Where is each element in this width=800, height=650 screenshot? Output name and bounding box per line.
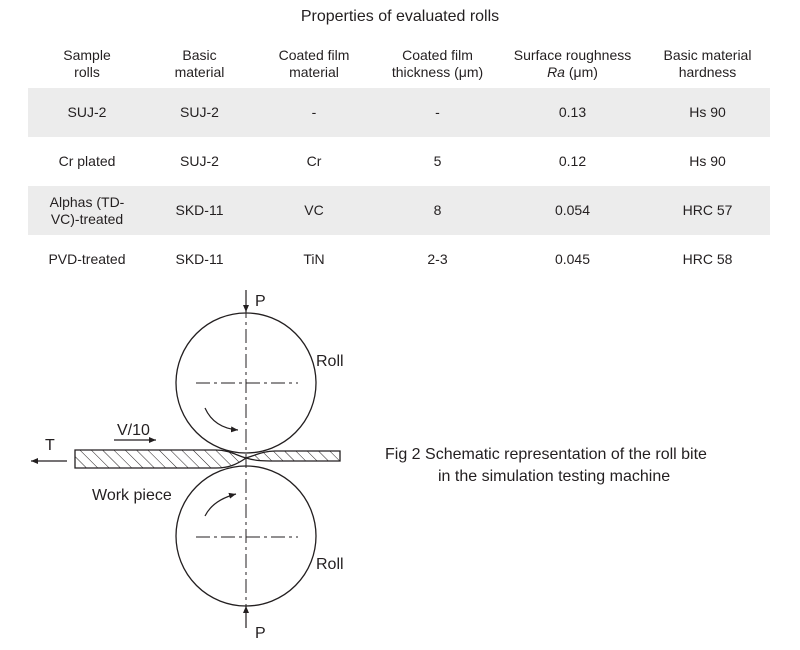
cell-surface-roughness: 0.13 bbox=[500, 88, 645, 137]
cell-sample: SUJ-2 bbox=[28, 88, 146, 137]
cell-coated-film-material: TiN bbox=[303, 251, 325, 267]
table-row bbox=[28, 186, 770, 235]
cell-hardness: Hs 90 bbox=[645, 88, 770, 137]
figure-caption-line-2: in the simulation testing machine bbox=[438, 468, 671, 485]
cell-surface-roughness: 0.045 bbox=[554, 251, 591, 267]
table-row bbox=[28, 137, 770, 186]
cell-hardness: HRC 58 bbox=[682, 251, 733, 267]
cell-coated-film-material: Cr bbox=[306, 153, 322, 169]
cell-coated-film-thickness: - bbox=[375, 88, 500, 137]
properties-table bbox=[28, 40, 770, 284]
header-coated-film-material: Coated film material bbox=[278, 47, 350, 80]
table-row bbox=[28, 88, 770, 137]
cell-coated-film-material: - bbox=[253, 88, 375, 137]
header-surface-roughness: Surface roughness Ra (μm) bbox=[513, 47, 632, 80]
label-roll-bottom: Roll bbox=[316, 556, 344, 573]
header-basic-material-hardness: Basic material hardness bbox=[663, 47, 752, 80]
cell-hardness: Hs 90 bbox=[689, 153, 726, 169]
figure-caption bbox=[385, 444, 707, 488]
cell-hardness: HRC 57 bbox=[645, 186, 770, 235]
cell-surface-roughness: 0.12 bbox=[558, 153, 587, 169]
cell-sample: PVD-treated bbox=[48, 251, 126, 267]
cell-coated-film-thickness: 8 bbox=[375, 186, 500, 235]
header-basic-material: Basic material bbox=[174, 47, 225, 80]
table-title: Properties of evaluated rolls bbox=[300, 8, 500, 25]
cell-sample: Cr plated bbox=[58, 153, 116, 169]
cell-basic-material: SKD-11 bbox=[175, 251, 224, 267]
cell-coated-film-material: VC bbox=[253, 186, 375, 235]
cell-surface-roughness: 0.054 bbox=[500, 186, 645, 235]
label-p-top: P bbox=[255, 293, 266, 310]
label-tension: T bbox=[45, 437, 55, 454]
work-piece bbox=[75, 450, 340, 468]
label-velocity: V/10 bbox=[117, 422, 150, 439]
label-p-bottom: P bbox=[255, 625, 266, 642]
cell-coated-film-thickness: 5 bbox=[433, 153, 442, 169]
figure-caption-line-1: Fig 2 Schematic representation of the roll bite bbox=[385, 446, 707, 463]
cell-basic-material: SKD-11 bbox=[146, 186, 253, 235]
label-work-piece: Work piece bbox=[92, 487, 172, 504]
header-sample-rolls: Sample rolls bbox=[63, 47, 111, 80]
label-roll-top: Roll bbox=[316, 353, 344, 370]
cell-sample: Alphas (TD- VC)-treated bbox=[28, 186, 146, 235]
table-header-row bbox=[28, 40, 770, 88]
cell-basic-material: SUJ-2 bbox=[180, 153, 219, 169]
cell-basic-material: SUJ-2 bbox=[146, 88, 253, 137]
header-coated-film-thickness: Coated film thickness (μm) bbox=[391, 47, 484, 80]
cell-coated-film-thickness: 2-3 bbox=[427, 251, 448, 267]
table-row bbox=[28, 235, 770, 284]
